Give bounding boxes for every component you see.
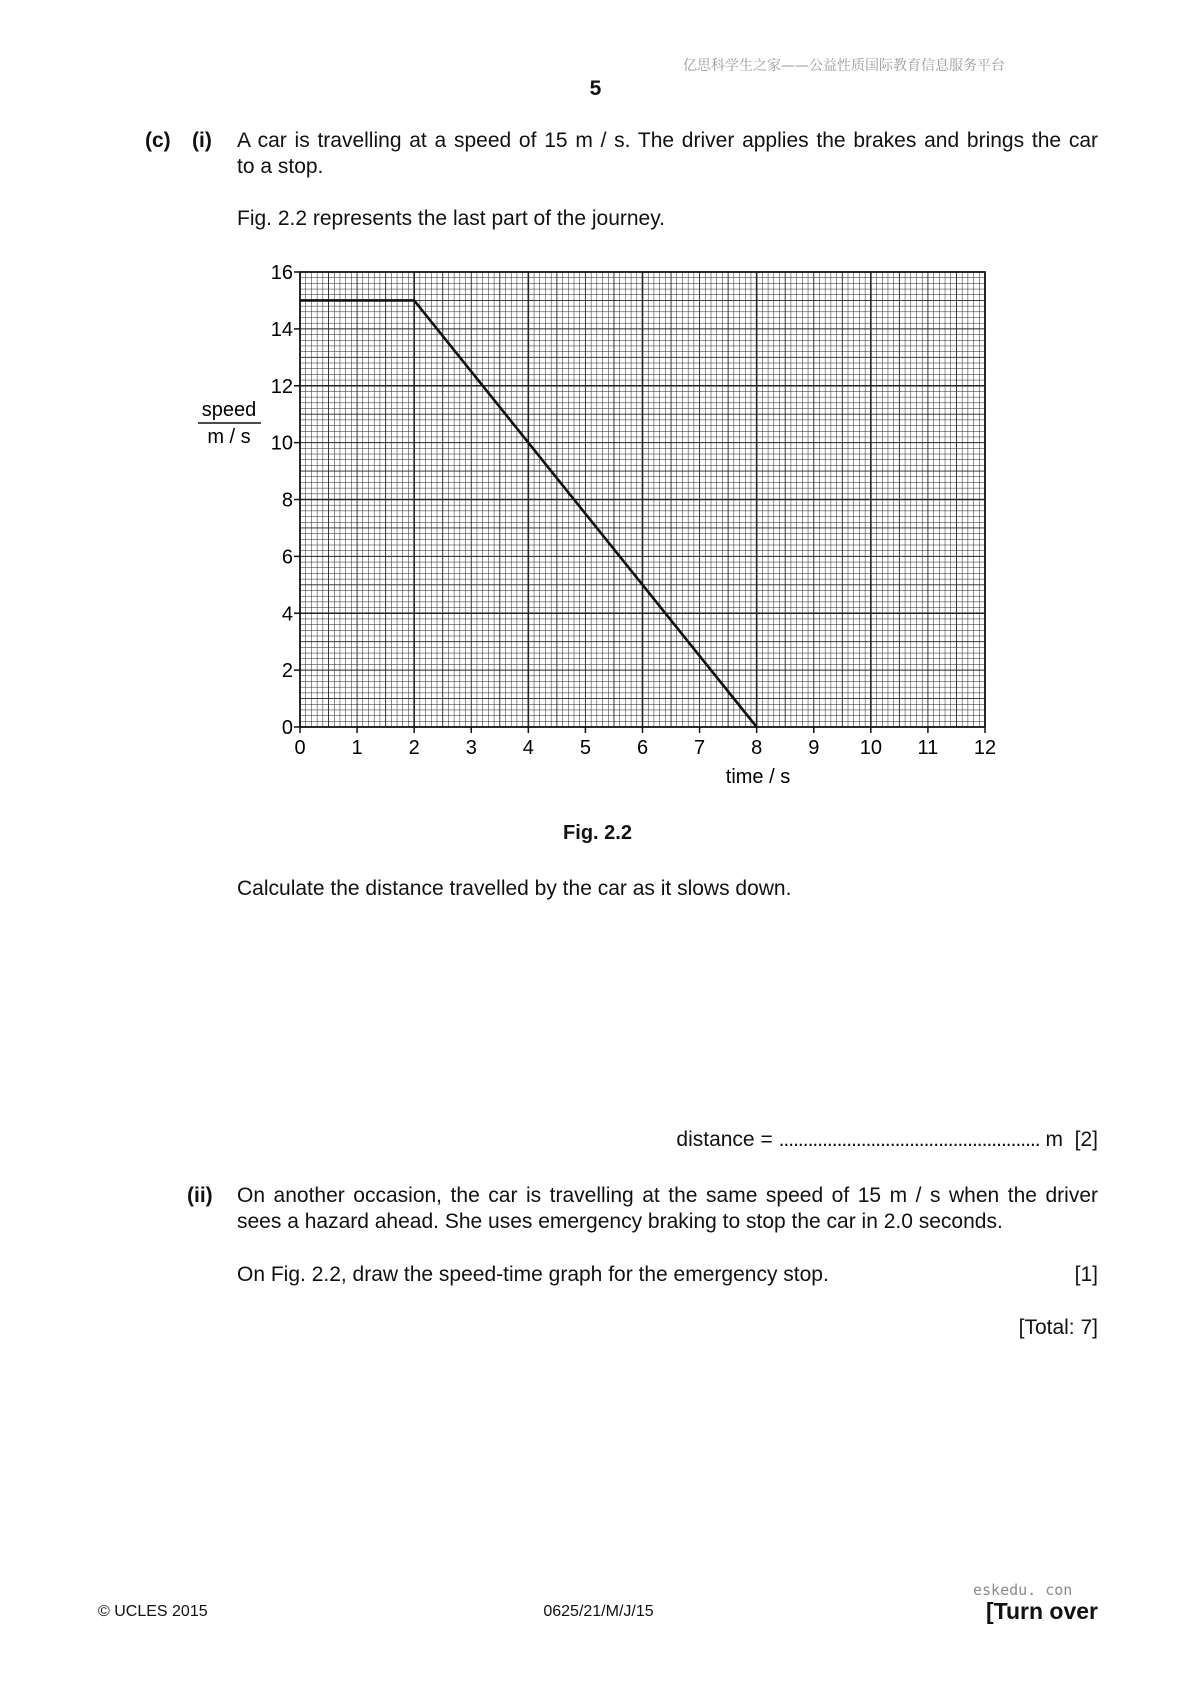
y-tick-label: 6 — [281, 546, 293, 569]
answer-unit: m — [1045, 1128, 1063, 1151]
site-watermark: eskedu. con — [973, 1581, 1073, 1599]
fig-intro-text: Fig. 2.2 represents the last part of the journey. — [237, 207, 666, 230]
y-axis-label-denominator: m / s — [207, 426, 251, 448]
copyright: © UCLES 2015 — [98, 1603, 208, 1620]
x-tick-label: 10 — [859, 737, 882, 759]
page-number: 5 — [589, 77, 602, 100]
y-tick-label: 10 — [270, 432, 293, 455]
distance-answer-line — [676, 1128, 1098, 1152]
y-tick-label: 2 — [281, 660, 293, 683]
x-axis-label: time / s — [725, 766, 791, 788]
sub-ii-text-line1: On another occasion, the car is travelling at the same speed of 15 m / s when the driver — [237, 1184, 1098, 1207]
x-tick-label: 6 — [636, 737, 649, 759]
sub-i-label: (i) — [192, 129, 212, 152]
question-text: Calculate the distance travelled by the car as it slows down. — [237, 877, 792, 900]
marks-ii: [1] — [1074, 1263, 1098, 1286]
y-tick-label: 16 — [270, 262, 293, 284]
x-tick-label: 5 — [579, 737, 591, 759]
y-tick-label: 14 — [270, 318, 293, 341]
axis-ticks — [294, 272, 985, 733]
y-tick-label: 12 — [270, 375, 293, 398]
figure-caption: Fig. 2.2 — [563, 822, 632, 844]
x-tick-label: 8 — [751, 737, 763, 759]
sub-ii-instruction: On Fig. 2.2, draw the speed-time graph for the emergency stop. — [237, 1263, 829, 1286]
total-marks: [Total: 7] — [1018, 1316, 1098, 1339]
tick-labels — [271, 262, 996, 759]
x-tick-label: 12 — [973, 737, 997, 759]
answer-input[interactable]: ...................................................... — [778, 1128, 1040, 1151]
x-tick-label: 0 — [294, 737, 306, 759]
marks-i: [2] — [1074, 1128, 1098, 1151]
x-tick-label: 7 — [694, 737, 706, 759]
x-tick-label: 1 — [351, 737, 363, 759]
turn-over-label: [Turn over — [985, 1598, 1098, 1624]
watermark-text: 亿思科学生之家——公益性质国际教育信息服务平台 — [683, 58, 1005, 74]
x-tick-label: 3 — [465, 737, 477, 759]
y-tick-label: 0 — [281, 717, 293, 739]
part-c-label: (c) — [145, 129, 171, 152]
x-tick-label: 9 — [808, 737, 820, 759]
sub-i-text-line1: A car is travelling at a speed of 15 m / s. The driver applies the brakes and brings the car — [237, 129, 1098, 152]
sub-ii-text-line2: sees a hazard ahead. She uses emergency braking to stop the car in 2.0 seconds. — [237, 1210, 1003, 1233]
x-tick-label: 2 — [408, 737, 420, 759]
sub-i-text-line2: to a stop. — [237, 155, 324, 178]
speed-time-chart — [0, 0, 1191, 820]
y-tick-label: 4 — [281, 603, 293, 626]
sub-ii-label: (ii) — [187, 1184, 213, 1207]
paper-code: 0625/21/M/J/15 — [543, 1603, 654, 1620]
x-tick-label: 11 — [917, 737, 939, 759]
y-axis-label-numerator: speed — [201, 399, 257, 421]
answer-label: distance = — [676, 1128, 773, 1151]
x-tick-label: 4 — [522, 737, 534, 759]
y-tick-label: 8 — [281, 489, 293, 512]
